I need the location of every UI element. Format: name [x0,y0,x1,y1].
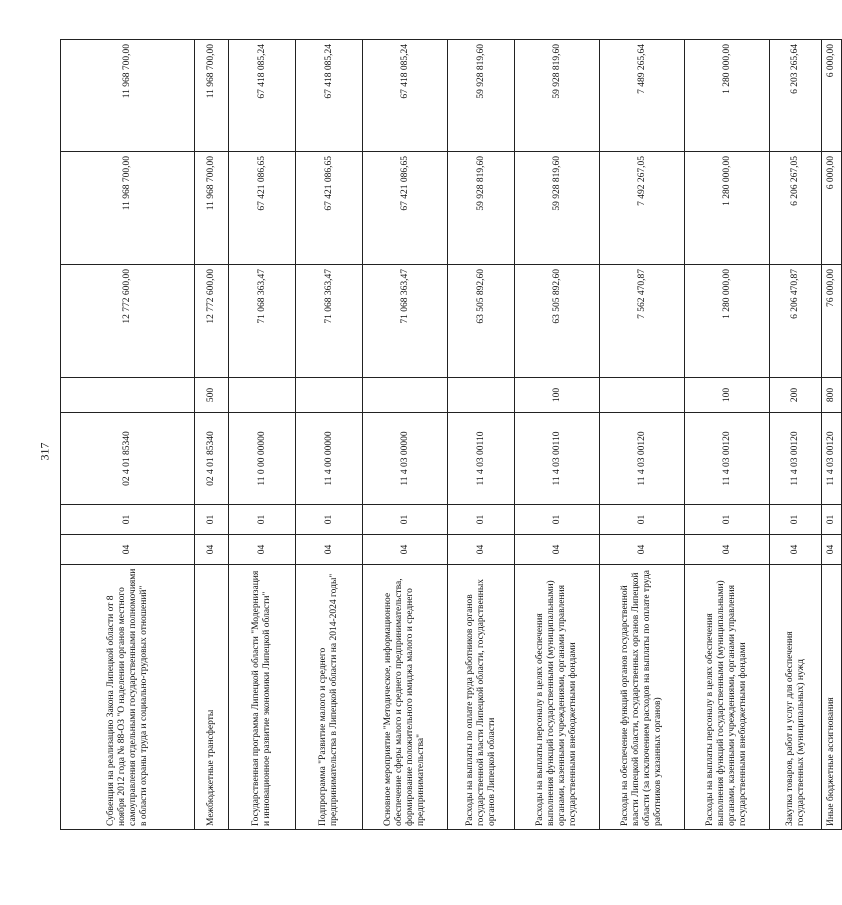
amount-year-2: 59 928 819,60 [515,152,600,265]
amount-year-2: 6 000,00 [822,152,842,265]
table-row [822,40,842,830]
subsection-code: 01 [822,505,842,535]
amount-year-2: 7 492 267,05 [600,152,685,265]
target-article-code: 11 4 03 00000 [363,413,448,505]
row-name: Расходы на обеспечение функций органов государственной власти Липецкой области, государственных органов Липецкой области (за исключением расходов на выплаты по оплате труда работников указанных органов) [600,565,685,830]
amount-year-3: 11 968 700,00 [61,40,195,152]
section-code: 04 [448,535,515,565]
target-article-code: 11 0 00 00000 [229,413,296,505]
amount-year-2: 11 968 700,00 [195,152,229,265]
expense-type-code: 800 [822,378,842,413]
section-code: 04 [195,535,229,565]
section-code: 04 [770,535,822,565]
subsection-code: 01 [685,505,770,535]
row-name: Субвенция на реализацию Закона Липецкой области от 8 ноября 2012 года № 88-ОЗ "О наделении органов местного самоуправления отдельными государственными полномочиями в области охраны труда и социально-трудовых отношений" [61,565,195,830]
section-code: 04 [296,535,363,565]
amount-year-3: 67 418 085,24 [296,40,363,152]
amount-year-1: 63 505 892,60 [448,265,515,378]
amount-year-3: 11 968 700,00 [195,40,229,152]
amount-year-1: 6 206 470,87 [770,265,822,378]
table-row [448,40,515,830]
amount-year-2: 67 421 086,65 [363,152,448,265]
table-body [61,40,842,830]
table-row [515,40,600,830]
section-code: 04 [363,535,448,565]
expense-type-code: 500 [195,378,229,413]
amount-year-1: 12 772 600,00 [195,265,229,378]
row-name: Расходы на выплаты персоналу в целях обеспечения выполнения функций государственными (муниципальными) органами, казенными учреждениями, органами управления государственными внебюджетными фондами [685,565,770,830]
section-code: 04 [685,535,770,565]
amount-year-3: 59 928 819,60 [515,40,600,152]
target-article-code: 11 4 03 00120 [685,413,770,505]
target-article-code: 02 4 01 85340 [61,413,195,505]
target-article-code: 11 4 03 00120 [770,413,822,505]
amount-year-2: 6 206 267,05 [770,152,822,265]
target-article-code: 11 4 00 00000 [296,413,363,505]
subsection-code: 01 [515,505,600,535]
table-row [61,40,195,830]
row-name: Иные бюджетные ассигнования [822,565,842,830]
amount-year-1: 71 068 363,47 [363,265,448,378]
expense-type-code [61,378,195,413]
section-code: 04 [600,535,685,565]
expense-type-code [363,378,448,413]
subsection-code: 01 [61,505,195,535]
row-name: Подпрограмма "Развитие малого и среднего предпринимательства в Липецкой области на 2014-2024 годы" [296,565,363,830]
amount-year-1: 7 562 470,87 [600,265,685,378]
amount-year-3: 59 928 819,60 [448,40,515,152]
amount-year-2: 11 968 700,00 [61,152,195,265]
amount-year-2: 59 928 819,60 [448,152,515,265]
amount-year-1: 1 280 000,00 [685,265,770,378]
row-name: Расходы на выплаты персоналу в целях обеспечения выполнения функций государственными (муниципальными) органами, казенными учреждениями, органами управления государственными внебюджетными фондами [515,565,600,830]
subsection-code: 01 [229,505,296,535]
section-code: 04 [61,535,195,565]
amount-year-2: 67 421 086,65 [296,152,363,265]
section-code: 04 [229,535,296,565]
table-row [363,40,448,830]
row-name: Межбюджетные трансферты [195,565,229,830]
row-name: Государственная программа Липецкой области "Модернизация и инновационное развитие экономики Липецкой области" [229,565,296,830]
expense-type-code: 100 [515,378,600,413]
subsection-code: 01 [600,505,685,535]
amount-year-1: 76 000,00 [822,265,842,378]
table-row [296,40,363,830]
amount-year-3: 7 489 265,64 [600,40,685,152]
expense-type-code [229,378,296,413]
amount-year-2: 1 280 000,00 [685,152,770,265]
row-name: Закупка товаров, работ и услуг для обеспечения государственных (муниципальных) нужд [770,565,822,830]
amount-year-3: 6 203 265,64 [770,40,822,152]
target-article-code: 11 4 03 00120 [600,413,685,505]
amount-year-1: 71 068 363,47 [229,265,296,378]
table-row [600,40,685,830]
page-number: 317 [37,442,52,461]
rotated-table-wrapper [60,40,836,830]
amount-year-1: 71 068 363,47 [296,265,363,378]
amount-year-1: 12 772 600,00 [61,265,195,378]
budget-table [60,39,842,830]
table-row [685,40,770,830]
table-row [770,40,822,830]
subsection-code: 01 [363,505,448,535]
expense-type-code [448,378,515,413]
amount-year-2: 67 421 086,65 [229,152,296,265]
section-code: 04 [822,535,842,565]
table-row [229,40,296,830]
subsection-code: 01 [296,505,363,535]
target-article-code: 11 4 03 00110 [448,413,515,505]
expense-type-code: 200 [770,378,822,413]
section-code: 04 [515,535,600,565]
amount-year-3: 1 280 000,00 [685,40,770,152]
target-article-code: 11 4 03 00120 [822,413,842,505]
amount-year-3: 6 000,00 [822,40,842,152]
subsection-code: 01 [448,505,515,535]
subsection-code: 01 [770,505,822,535]
expense-type-code [600,378,685,413]
table-row [195,40,229,830]
target-article-code: 11 4 03 00110 [515,413,600,505]
row-name: Основное мероприятие "Методическое, информационное обеспечение сферы малого и среднего предпринимательства, формирование положительного имиджа малого и среднего предпринимательства" [363,565,448,830]
amount-year-3: 67 418 085,24 [363,40,448,152]
target-article-code: 02 4 01 85340 [195,413,229,505]
expense-type-code: 100 [685,378,770,413]
amount-year-1: 63 505 892,60 [515,265,600,378]
amount-year-3: 67 418 085,24 [229,40,296,152]
row-name: Расходы на выплаты по оплате труда работников органов государственной власти Липецкой области, государственных органов Липецкой области [448,565,515,830]
subsection-code: 01 [195,505,229,535]
expense-type-code [296,378,363,413]
